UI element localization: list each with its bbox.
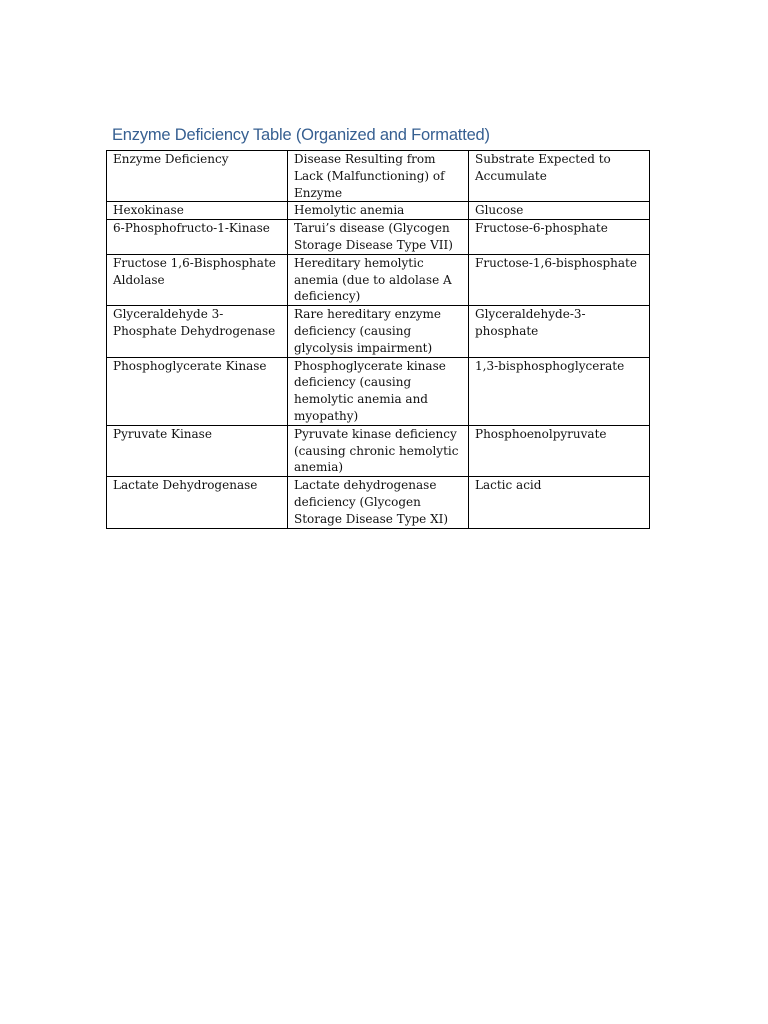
substrate-cell: Glucose [469,202,650,220]
table-row [107,357,650,425]
header-substrate: Substrate Expected to Accumulate [469,151,650,202]
enzyme-cell: Glyceraldehyde 3-Phosphate Dehydrogenase [107,306,288,357]
substrate-cell: Lactic acid [469,477,650,528]
table-row [107,202,650,220]
substrate-cell: 1,3-bisphosphoglycerate [469,357,650,425]
disease-cell: Tarui’s disease (Glycogen Storage Disease Type VII) [288,220,469,255]
disease-cell: Lactate dehydrogenase deficiency (Glycogen Storage Disease Type XI) [288,477,469,528]
substrate-cell: Glyceraldehyde-3-phosphate [469,306,650,357]
enzyme-cell: Phosphoglycerate Kinase [107,357,288,425]
enzyme-deficiency-table [106,150,650,529]
document-title: Enzyme Deficiency Table (Organized and Formatted) [112,126,490,144]
disease-cell: Phosphoglycerate kinase deficiency (causing hemolytic anemia and myopathy) [288,357,469,425]
header-enzyme-deficiency: Enzyme Deficiency [107,151,288,202]
disease-cell: Hemolytic anemia [288,202,469,220]
table-row [107,425,650,476]
enzyme-cell: 6-Phosphofructo-1-Kinase [107,220,288,255]
enzyme-cell: Hexokinase [107,202,288,220]
substrate-cell: Fructose-1,6-bisphosphate [469,254,650,305]
table-row [107,477,650,528]
enzyme-cell: Lactate Dehydrogenase [107,477,288,528]
header-disease: Disease Resulting from Lack (Malfunctioning) of Enzyme [288,151,469,202]
substrate-cell: Phosphoenolpyruvate [469,425,650,476]
table-header-row [107,151,650,202]
substrate-cell: Fructose-6-phosphate [469,220,650,255]
table-row [107,254,650,305]
disease-cell: Hereditary hemolytic anemia (due to aldolase A deficiency) [288,254,469,305]
table-row [107,220,650,255]
disease-cell: Pyruvate kinase deficiency (causing chronic hemolytic anemia) [288,425,469,476]
disease-cell: Rare hereditary enzyme deficiency (causing glycolysis impairment) [288,306,469,357]
table-row [107,306,650,357]
enzyme-cell: Fructose 1,6-Bisphosphate Aldolase [107,254,288,305]
enzyme-cell: Pyruvate Kinase [107,425,288,476]
